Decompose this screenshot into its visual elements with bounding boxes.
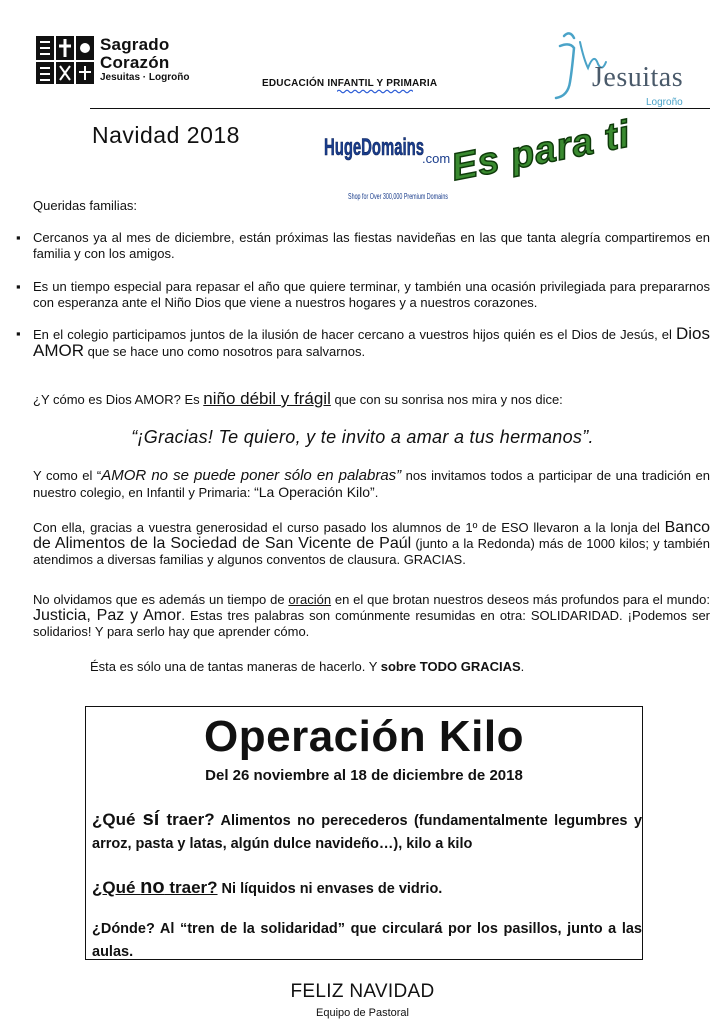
text-run: No olvidamos que es además un tiempo de (33, 592, 289, 607)
closing-paragraph (90, 659, 524, 674)
si-emphasis: sí (142, 808, 160, 830)
ad-suffix: .com (422, 151, 450, 166)
no-emphasis: no (140, 876, 165, 898)
where-to-bring: ¿Dónde? Al “tren de la solidaridad” que circulará por los pasillos, junto a las aulas. (92, 921, 642, 960)
text-run: ¿Y cómo es Dios AMOR? Es (33, 392, 204, 407)
text-run: En el colegio participamos juntos de la ilusión de hacer cercano a vuestros hijos quién es el Dios de Jesús, el (33, 327, 676, 342)
amor-question (33, 389, 563, 409)
operacion-kilo-title: Operación Kilo (204, 712, 524, 761)
text-run: traer? (159, 810, 215, 829)
quote: “¡Gracias! Te quiero, y te invito a amar a tus hermanos”. (131, 427, 594, 447)
text-run: ¿Qué (92, 878, 141, 897)
what-to-bring (92, 808, 642, 856)
bullet-paragraph-3 (33, 326, 710, 360)
oracion-link: oración (288, 592, 332, 607)
justicia-paz-amor-emphasis: Justicia, Paz y Amor (33, 607, 182, 624)
text-run: que con su sonrisa nos mira y nos dice: (330, 392, 563, 407)
operacion-intro-paragraph (33, 468, 710, 501)
no-traer-question (92, 878, 218, 897)
greeting: Queridas familias: (33, 198, 138, 213)
page-title: Navidad 2018 (92, 122, 240, 148)
school-name-line2: Corazón (100, 53, 170, 72)
operacion-kilo-mention: “La Operación Kilo” (254, 484, 375, 500)
bullet-paragraph-2: Es un tiempo especial para repasar el año que quiere terminar, y también una ocasión privilegiada para prepararnos con esperanza ante el Niño Dios que viene a nuestros hogares y a nuestros corazones. (33, 279, 710, 310)
gracias-emphasis: sobre TODO GRACIAS (380, 659, 521, 674)
text-run: (junto a la Redonda) más de 1000 kilos; y también atendimos a diversas familias y algunos conventos de clausura. GRACIAS. (33, 536, 710, 567)
ad-tagline: Shop for Over 300,000 Premium Domains (348, 192, 448, 201)
school-name-line1: Sagrado (100, 35, 170, 54)
text-run: . Estas tres palabras son comúnmente resumidas en otra: SOLIDARIDAD. ¡Podemos ser solidarios! Y para serlo hay que aprender cómo. (33, 608, 710, 639)
bullet-marker: ▪ (16, 326, 21, 341)
school-crest-logo (34, 34, 96, 86)
banco-paragraph (33, 520, 710, 568)
hugedomains-ad-image[interactable] (322, 119, 450, 207)
amor-palabras-emphasis: AMOR no se puede poner sólo en palabras” (101, 467, 402, 484)
text-run: traer? (164, 878, 218, 897)
header-divider (90, 108, 710, 109)
spellcheck-squiggle (337, 89, 413, 94)
jesuitas-wordmark: Jesuitas (592, 62, 684, 93)
oracion-paragraph (33, 592, 710, 640)
text-run: que se hace uno como nosotros para salvarnos. (84, 344, 366, 359)
text-run: en el que brotan nuestros deseos más profundos para el mundo: (331, 592, 710, 607)
text-run: ¿Qué (92, 810, 143, 829)
what-not-to-bring (92, 876, 642, 901)
text-run: Y como el “ (33, 468, 102, 483)
bullet-paragraph-1: Cercanos ya al mes de diciembre, están próximas las fiestas navideñas en las que tanta alegría compartiremos en familia y con los amigos. (33, 230, 710, 261)
text-run: Ni líquidos ni envases de vidrio. (217, 881, 443, 897)
slogan: Es para ti (448, 113, 634, 190)
signature-team: Equipo de Pastoral (316, 1007, 409, 1019)
dios-amor-emphasis: Dios AMOR (33, 324, 710, 360)
operacion-kilo-dates: Del 26 noviembre al 18 de diciembre de 2018 (205, 767, 523, 784)
text-run: nos invitamos todos a participar de una tradición en nuestro colegio, en Infantil y Primaria: (33, 468, 710, 500)
bullet-marker: ▪ (16, 279, 21, 294)
text-run: . (374, 485, 379, 500)
ad-brand: HugeDomains (324, 134, 424, 161)
text-run: Ésta es sólo una de tantas maneras de hacerlo. Y (90, 659, 381, 674)
feliz-navidad: FELIZ NAVIDAD (290, 981, 435, 1002)
bullet-marker: ▪ (16, 230, 21, 245)
text-run: . (520, 659, 525, 674)
header-level-title: EDUCACIÓN INFANTIL Y PRIMARIA (262, 78, 438, 89)
nino-debil-emphasis: niño débil y frágil (203, 389, 331, 408)
jesuitas-city: Logroño (646, 97, 683, 108)
banco-emphasis: Banco de Alimentos de la Sociedad de San Vicente de Paúl (33, 519, 710, 552)
school-subtitle: Jesuitas · Logroño (100, 72, 190, 83)
text-run: Alimentos no perecederos (fundamentalmente legumbres y arroz, pasta y latas, algún dulce navideño…), kilo a kilo (92, 813, 643, 852)
text-run: Con ella, gracias a vuestra generosidad el curso pasado los alumnos de 1º de ESO llevaron a la lonja del (33, 520, 665, 535)
